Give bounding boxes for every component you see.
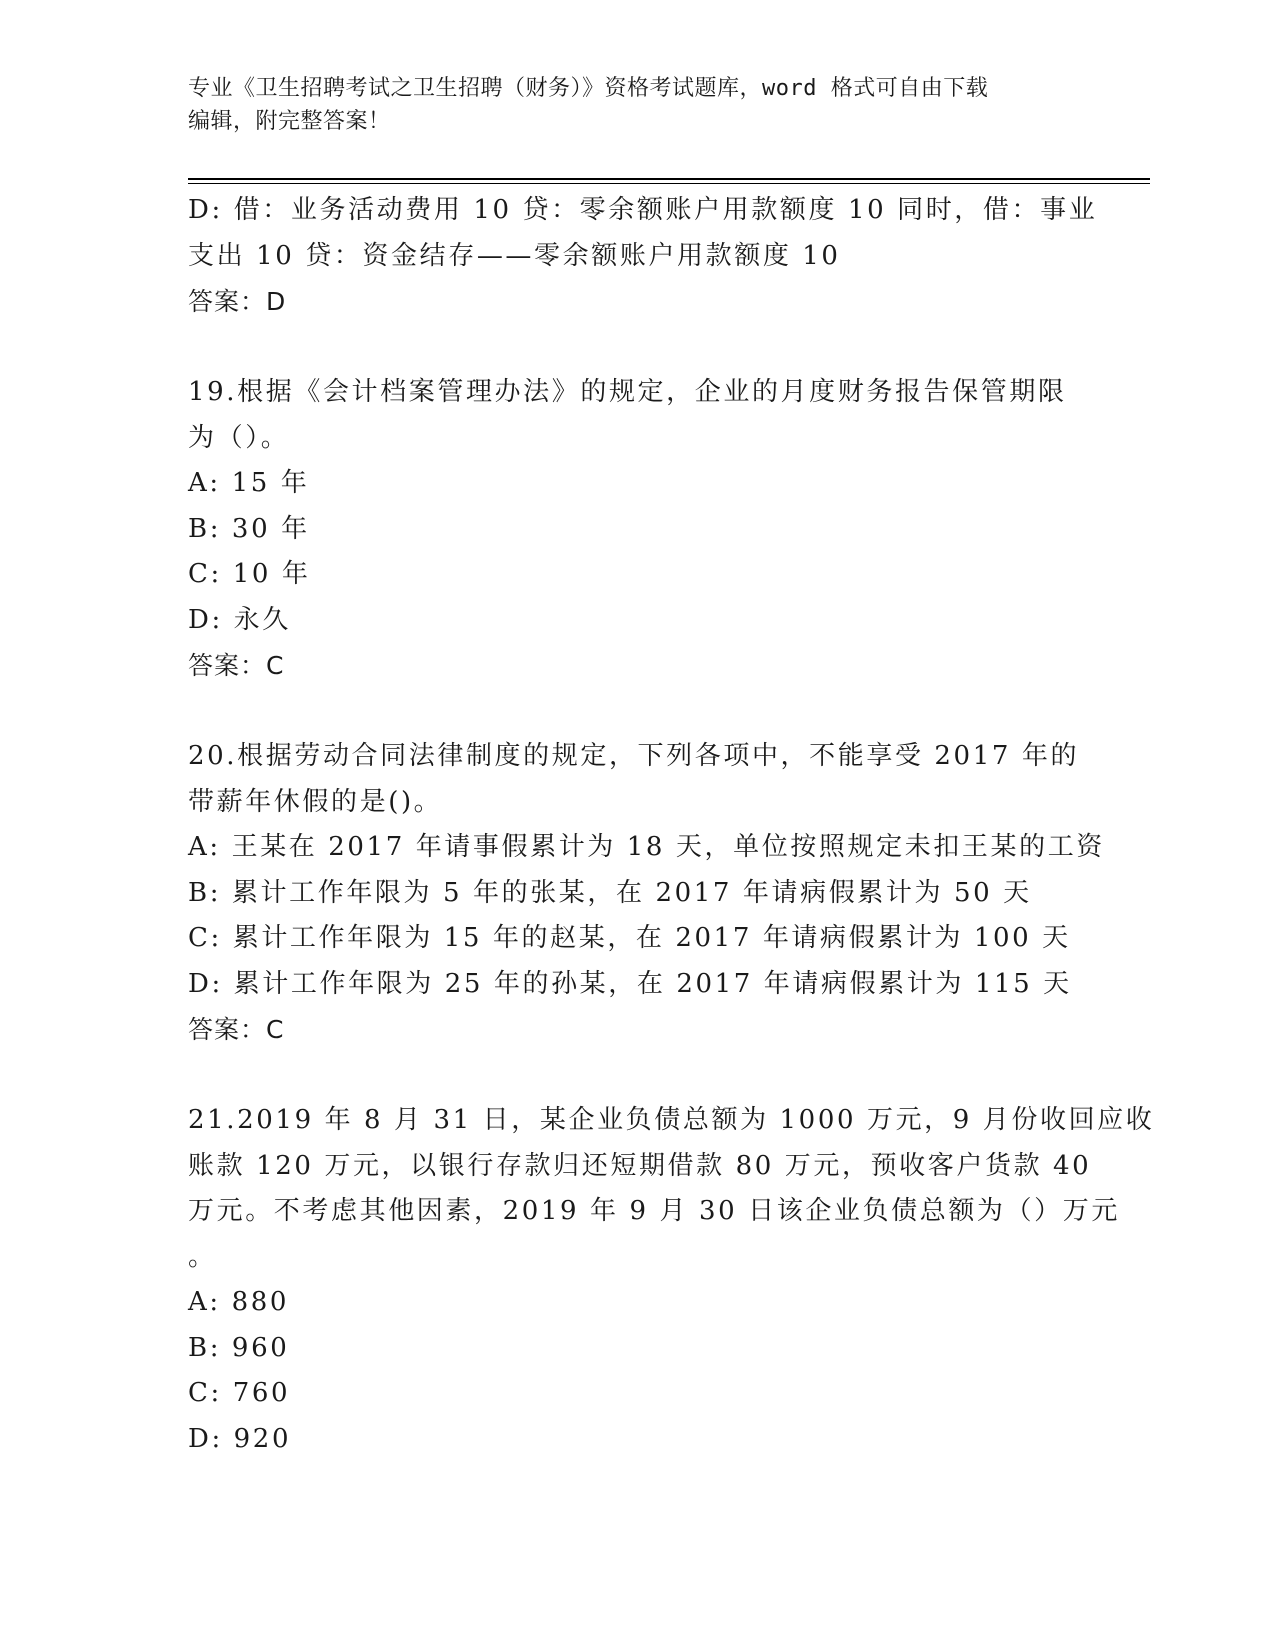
option-c: C: 累计工作年限为 15 年的赵某，在 2017 年请病假累计为 100 天 [188,923,1071,953]
prev-question [188,188,1098,325]
header-line-2: 编辑，附完整答案！ [188,109,391,134]
option-c: C: 10 年 [188,559,311,589]
option-d: D: 累计工作年限为 25 年的孙某，在 2017 年请病假累计为 115 天 [188,968,1072,999]
option-d-line-2: 支出 10 贷：资金结存——零余额账户用款额度 10 [188,240,841,271]
option-a: A: 880 [188,1287,290,1317]
option-c: C: 760 [188,1378,291,1408]
option-b: B: 960 [188,1332,290,1363]
question-spacer [188,325,1088,371]
question-stem: 万元。不考虑其他因素，2019 年 9 月 30 日该企业负债总额为（）万元 [188,1196,1120,1226]
question-spacer [188,689,1088,735]
question-stem: 带薪年休假的是()。 [188,786,443,817]
document-header [188,72,1068,138]
option-a: A: 15 年 [188,468,310,498]
answer-label: 答案：C [188,1015,285,1044]
option-b: B: 累计工作年限为 5 年的张某，在 2017 年请病假累计为 50 天 [188,877,1032,908]
header-line-1: 专业《卫生招聘考试之卫生招聘（财务）》资格考试题库，word 格式可自由下载 [188,76,989,101]
option-d: D: 永久 [188,604,291,635]
question-20 [188,734,1105,1053]
header-divider-thick [188,178,1150,180]
question-spacer [188,1053,1088,1099]
question-stem: 19.根据《会计档案管理办法》的规定，企业的月度财务报告保管期限 [188,377,1067,407]
option-a: A: 王某在 2017 年请事假累计为 18 天，单位按照规定未扣王某的工资 [188,832,1105,862]
option-d: D: 920 [188,1423,292,1454]
answer-label: 答案：D [188,287,287,316]
question-stem: 。 [188,1241,217,1272]
question-stem: 21.2019 年 8 月 31 日，某企业负债总额为 1000 万元，9 月份收回应收 [188,1105,1155,1135]
question-stem: 20.根据劳动合同法律制度的规定，下列各项中，不能享受 2017 年的 [188,741,1080,771]
question-stem: 为（）。 [188,422,290,453]
document-body [188,188,1155,1462]
question-21 [188,1098,1155,1462]
option-b: B: 30 年 [188,513,310,544]
option-d-line-1: D: 借：业务活动费用 10 贷：零余额账户用款额度 10 同时，借：事业 [188,195,1098,225]
header-divider-thin [188,183,1150,184]
question-stem: 账款 120 万元，以银行存款归还短期借款 80 万元，预收客户货款 40 [188,1150,1092,1181]
answer-label: 答案：C [188,651,285,680]
question-19 [188,370,1088,689]
